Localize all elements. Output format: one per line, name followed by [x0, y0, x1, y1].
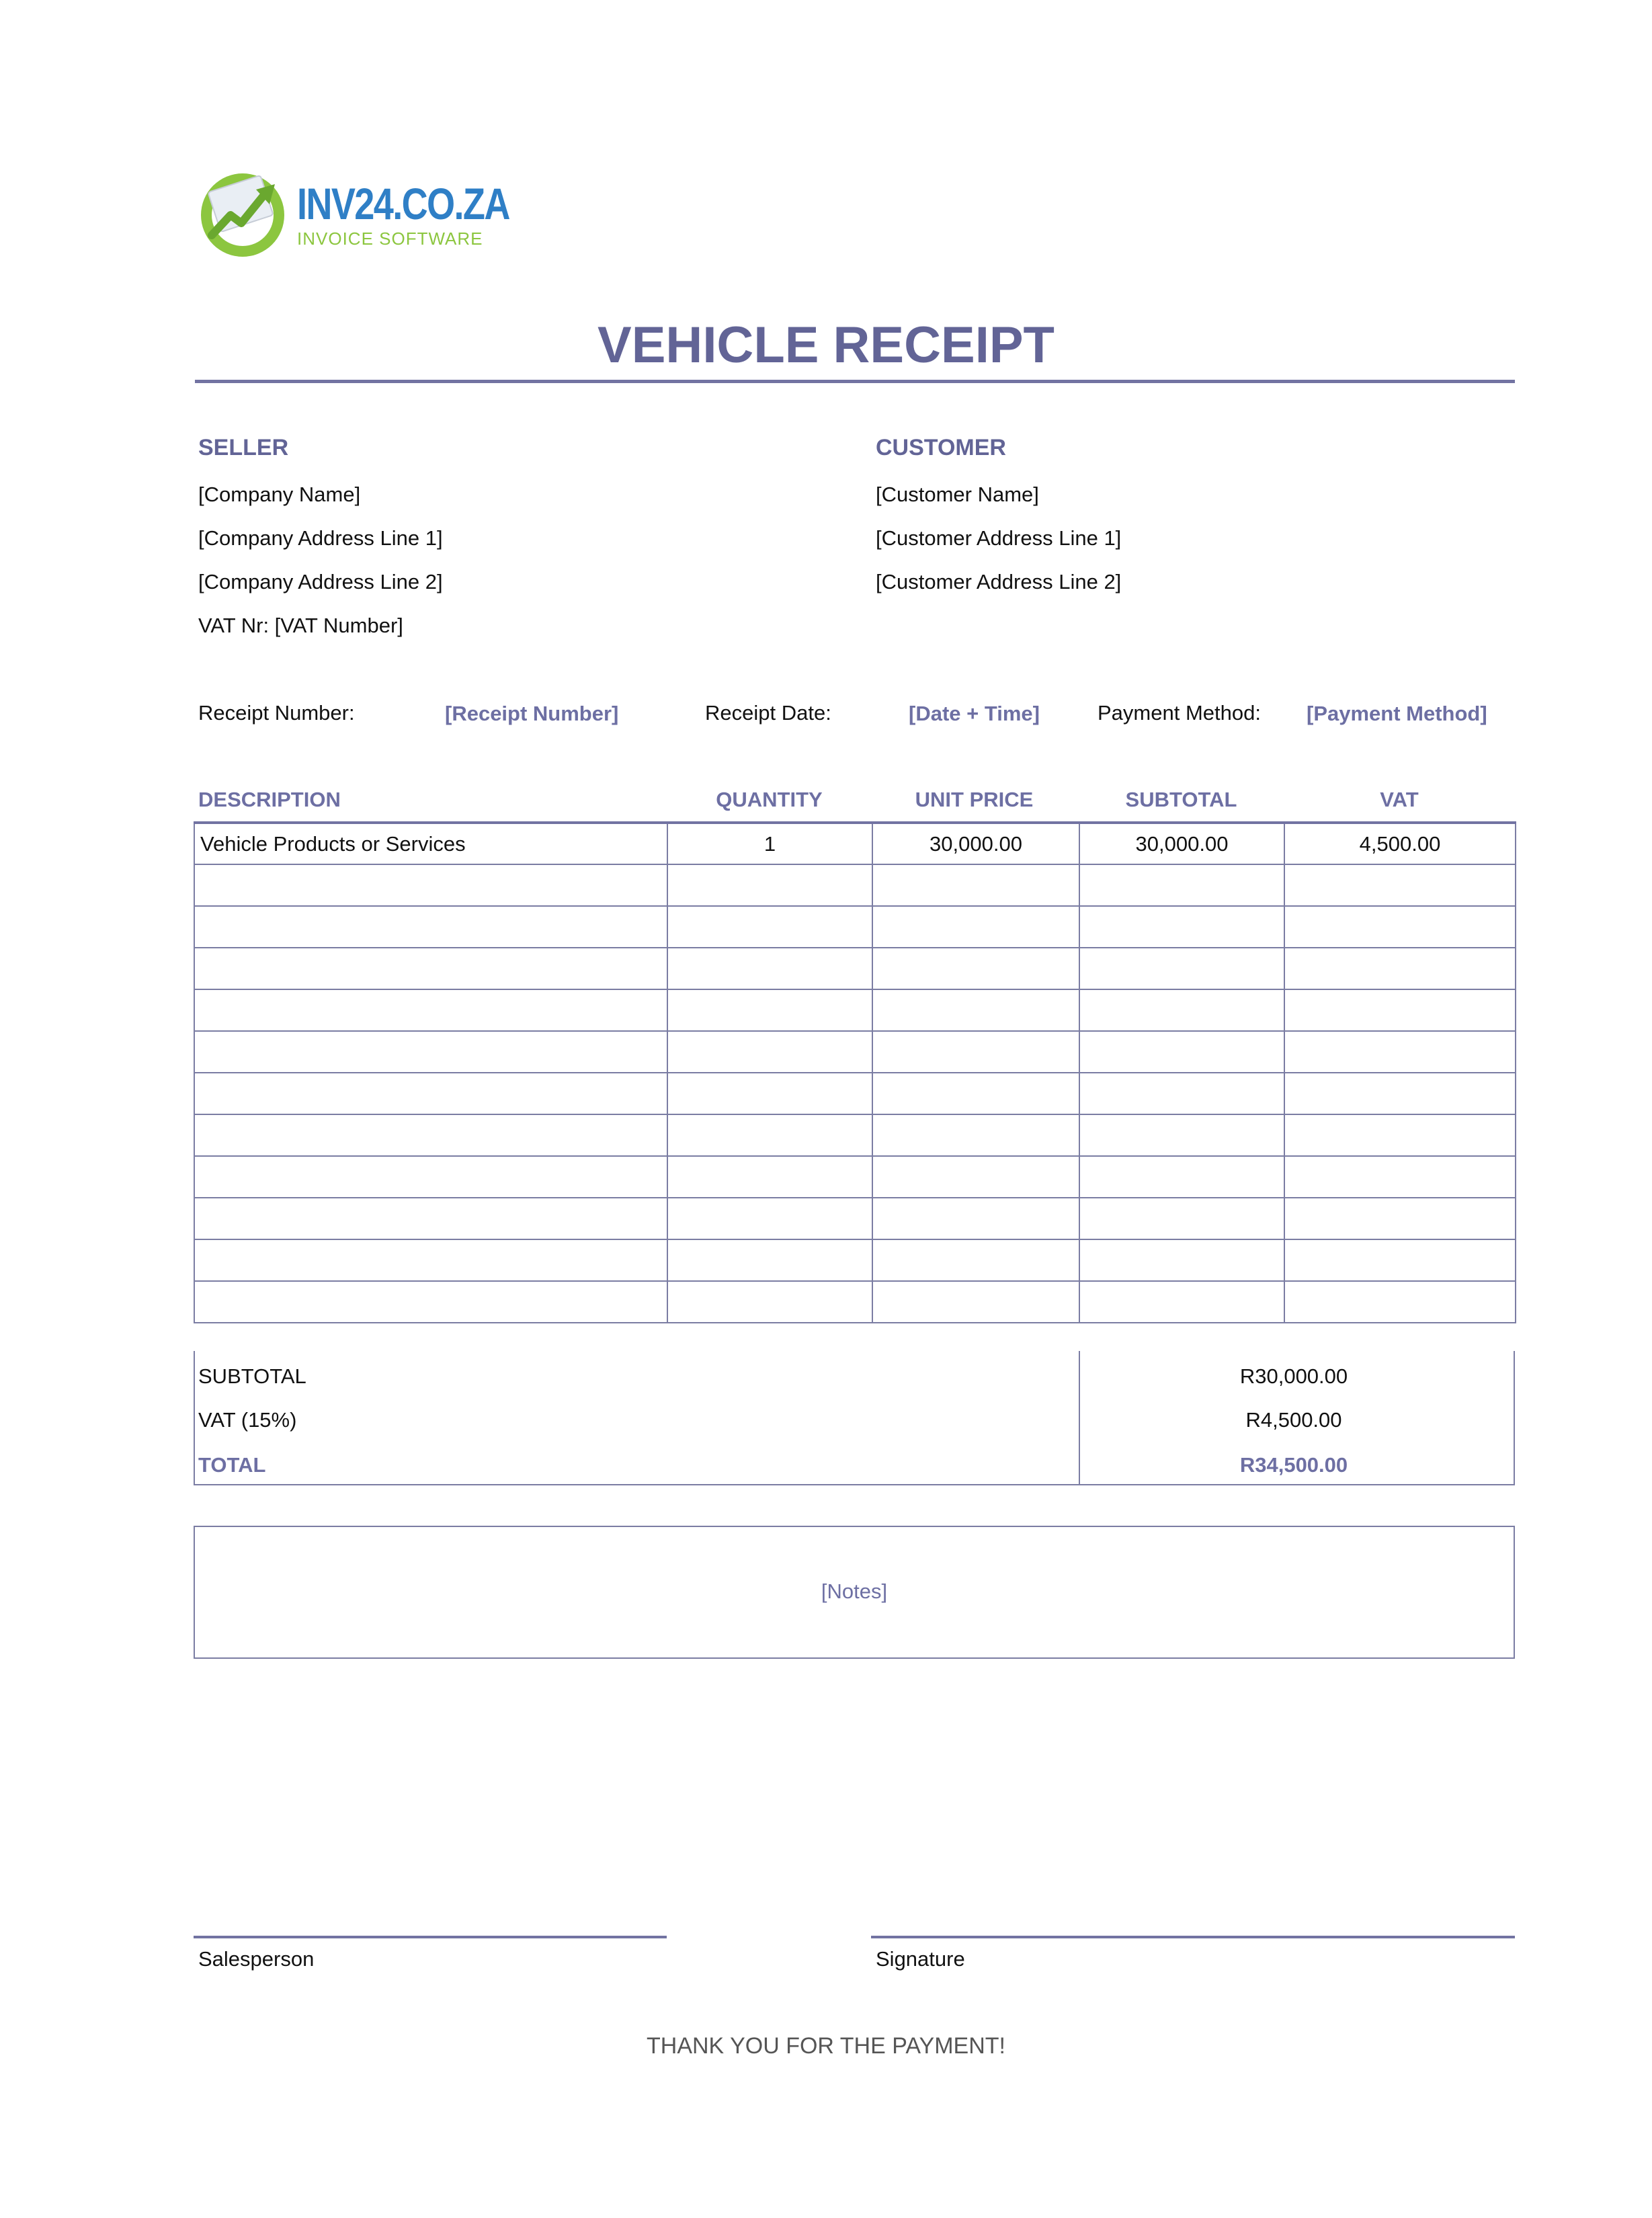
item-subtotal[interactable] [1079, 1156, 1284, 1198]
item-subtotal[interactable] [1079, 906, 1284, 948]
page-title: VEHICLE RECEIPT [597, 317, 1055, 374]
thank-you-message: THANK YOU FOR THE PAYMENT! [647, 2033, 1005, 2059]
item-subtotal[interactable] [1079, 1239, 1284, 1281]
item-subtotal[interactable] [1079, 948, 1284, 989]
item-subtotal[interactable]: 30,000.00 [1079, 823, 1284, 864]
salesperson-label: Salesperson [198, 1947, 315, 1971]
signature-line [871, 1936, 1515, 1938]
item-vat[interactable] [1284, 864, 1516, 906]
column-header-unit-price: UNIT PRICE [915, 788, 1034, 811]
item-quantity[interactable] [667, 948, 872, 989]
item-description[interactable] [194, 948, 667, 989]
item-unit-price[interactable] [872, 1198, 1079, 1239]
receipt-date-value: [Date + Time] [909, 702, 1040, 725]
column-header-subtotal: SUBTOTAL [1125, 788, 1237, 811]
item-description[interactable]: Vehicle Products or Services [194, 823, 667, 864]
customer-name: [Customer Name] [876, 483, 1039, 506]
item-description[interactable] [194, 1073, 667, 1114]
receipt-number-label: Receipt Number: [198, 701, 355, 725]
item-description[interactable] [194, 1031, 667, 1073]
item-unit-price[interactable] [872, 906, 1079, 948]
item-description[interactable] [194, 864, 667, 906]
items-table [194, 821, 1516, 1323]
notes-text: [Notes] [821, 1579, 888, 1603]
item-vat[interactable]: 4,500.00 [1284, 823, 1516, 864]
customer-address-line-1: [Customer Address Line 1] [876, 526, 1122, 550]
item-unit-price[interactable] [872, 1156, 1079, 1198]
item-vat[interactable] [1284, 1073, 1516, 1114]
seller-address-line-1: [Company Address Line 1] [198, 526, 443, 550]
receipt-date-label: Receipt Date: [705, 701, 831, 725]
item-unit-price[interactable]: 30,000.00 [872, 823, 1079, 864]
item-subtotal[interactable] [1079, 989, 1284, 1031]
table-row-empty [194, 1156, 1516, 1198]
payment-method-label: Payment Method: [1098, 701, 1261, 725]
vat-label: VAT (15%) [198, 1408, 297, 1432]
item-subtotal[interactable] [1079, 1031, 1284, 1073]
payment-method-value: [Payment Method] [1307, 702, 1487, 725]
signature-label: Signature [876, 1947, 965, 1971]
item-quantity[interactable] [667, 1031, 872, 1073]
seller-address-line-2: [Company Address Line 2] [198, 570, 443, 593]
column-header-description: DESCRIPTION [198, 788, 341, 811]
table-row-empty [194, 948, 1516, 989]
table-row-empty [194, 989, 1516, 1031]
item-subtotal[interactable] [1079, 1198, 1284, 1239]
item-quantity[interactable]: 1 [667, 823, 872, 864]
item-description[interactable] [194, 989, 667, 1031]
table-row-empty [194, 864, 1516, 906]
logo-icon [198, 168, 292, 262]
item-quantity[interactable] [667, 1281, 872, 1323]
table-row-empty [194, 906, 1516, 948]
vat-value: R4,500.00 [1245, 1408, 1342, 1432]
item-quantity[interactable] [667, 1114, 872, 1156]
item-vat[interactable] [1284, 1281, 1516, 1323]
item-unit-price[interactable] [872, 864, 1079, 906]
item-subtotal[interactable] [1079, 1281, 1284, 1323]
table-row-empty [194, 1281, 1516, 1323]
item-description[interactable] [194, 1198, 667, 1239]
receipt-number-value: [Receipt Number] [445, 702, 619, 725]
customer-heading: CUSTOMER [876, 435, 1006, 460]
item-unit-price[interactable] [872, 1239, 1079, 1281]
item-vat[interactable] [1284, 1239, 1516, 1281]
item-subtotal[interactable] [1079, 1073, 1284, 1114]
column-header-vat: VAT [1380, 788, 1419, 811]
item-unit-price[interactable] [872, 1281, 1079, 1323]
total-label: TOTAL [198, 1453, 266, 1477]
seller-company-name: [Company Name] [198, 483, 361, 506]
item-description[interactable] [194, 906, 667, 948]
table-row-empty [194, 1031, 1516, 1073]
item-vat[interactable] [1284, 948, 1516, 989]
totals-divider [1079, 1351, 1080, 1485]
customer-address-line-2: [Customer Address Line 2] [876, 570, 1122, 593]
item-vat[interactable] [1284, 1031, 1516, 1073]
table-row-empty [194, 1239, 1516, 1281]
item-description[interactable] [194, 1239, 667, 1281]
item-vat[interactable] [1284, 906, 1516, 948]
column-header-quantity: QUANTITY [716, 788, 823, 811]
item-vat[interactable] [1284, 1156, 1516, 1198]
item-quantity[interactable] [667, 1156, 872, 1198]
item-quantity[interactable] [667, 1073, 872, 1114]
item-quantity[interactable] [667, 864, 872, 906]
item-unit-price[interactable] [872, 1031, 1079, 1073]
item-quantity[interactable] [667, 906, 872, 948]
item-vat[interactable] [1284, 1198, 1516, 1239]
seller-heading: SELLER [198, 435, 289, 460]
item-subtotal[interactable] [1079, 1114, 1284, 1156]
logo-tagline: INVOICE SOFTWARE [297, 229, 483, 249]
total-value: R34,500.00 [1239, 1453, 1348, 1477]
table-row-empty [194, 1198, 1516, 1239]
item-unit-price[interactable] [872, 989, 1079, 1031]
table-row-empty [194, 1114, 1516, 1156]
item-vat[interactable] [1284, 989, 1516, 1031]
item-description[interactable] [194, 1114, 667, 1156]
seller-vat-number: VAT Nr: [VAT Number] [198, 614, 403, 637]
item-quantity[interactable] [667, 989, 872, 1031]
item-unit-price[interactable] [872, 1114, 1079, 1156]
subtotal-value: R30,000.00 [1239, 1364, 1348, 1388]
item-quantity[interactable] [667, 1198, 872, 1239]
item-subtotal[interactable] [1079, 864, 1284, 906]
item-unit-price[interactable] [872, 948, 1079, 989]
item-vat[interactable] [1284, 1114, 1516, 1156]
item-description[interactable] [194, 1156, 667, 1198]
item-description[interactable] [194, 1281, 667, 1323]
table-row [194, 823, 1516, 864]
table-row-empty [194, 1073, 1516, 1114]
item-quantity[interactable] [667, 1239, 872, 1281]
logo-name: INV24.CO.ZA [297, 179, 509, 229]
title-divider [195, 380, 1515, 383]
subtotal-label: SUBTOTAL [198, 1364, 306, 1388]
item-unit-price[interactable] [872, 1073, 1079, 1114]
salesperson-line [194, 1936, 667, 1938]
